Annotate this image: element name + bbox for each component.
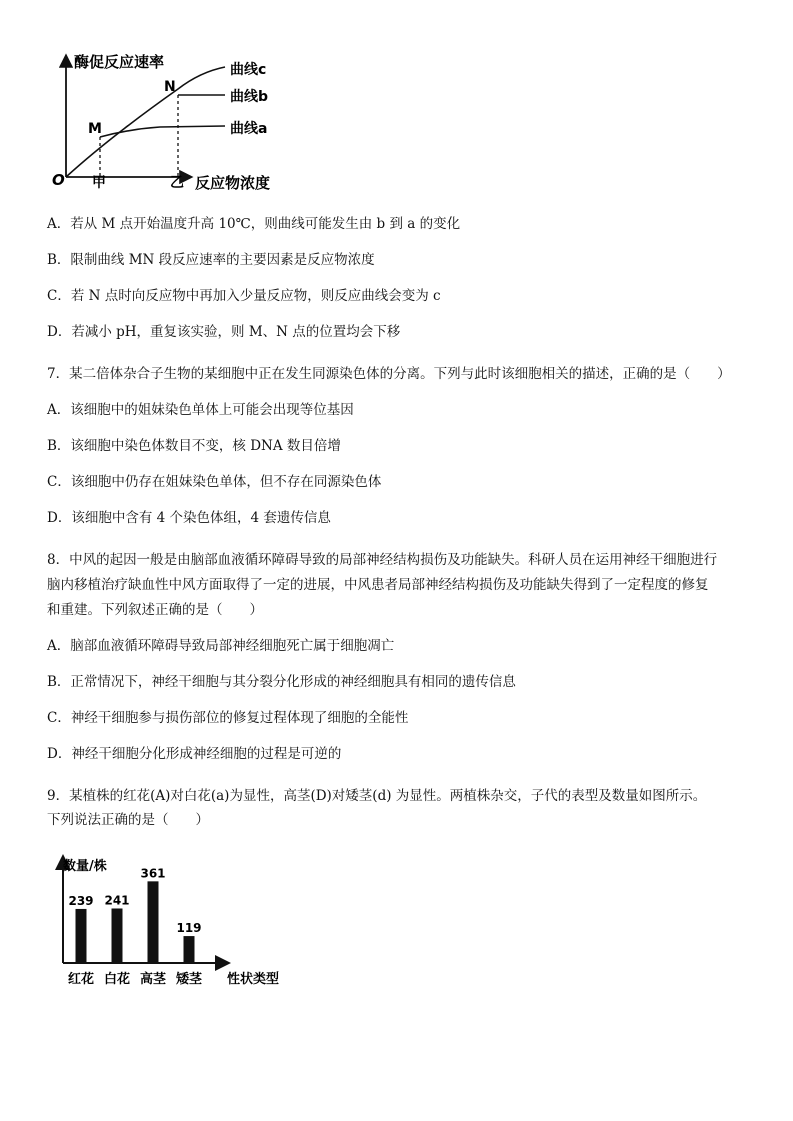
curve-b-label: 曲线b (230, 89, 269, 105)
curve-a-label: 曲线a (230, 121, 268, 137)
bar-2 (148, 881, 159, 963)
category-label: 高茎 (139, 972, 167, 987)
q8-stem-line-3: 和重建。下列叙述正确的是（ ） (47, 602, 263, 618)
q6-option-b: B．限制曲线 MN 段反应速率的主要因素是反应物浓度 (47, 252, 375, 268)
figure1-ylabel: 酶促反应速率 (74, 53, 165, 71)
q8-option-c: C．神经干细胞参与损伤部位的修复过程体现了细胞的全能性 (47, 710, 409, 726)
category-label: 白花 (103, 972, 131, 987)
chart-ylabel: 数量/株 (63, 859, 107, 874)
q7-option-c: C．该细胞中仍存在姐妹染色单体，但不存在同源染色体 (47, 474, 382, 490)
q9-stem-line-2: 下列说法正确的是（ ） (47, 812, 209, 828)
q7-option-a: A．该细胞中的姐妹染色单体上可能会出现等位基因 (47, 402, 354, 418)
bar-value-label: 239 (68, 893, 94, 908)
q7-option-b: B．该细胞中染色体数目不变，核 DNA 数目倍增 (47, 438, 341, 454)
tick-yi-label: 乙 (170, 175, 184, 191)
q9-stem-line-1: 9．某植株的红花(A)对白花(a)为显性，高茎(D)对矮茎(d) 为显性。两植株杂交，子代的表型及数量如图所示。 (47, 788, 707, 804)
curve-c-label: 曲线c (230, 62, 267, 78)
q6-option-c: C．若 N 点时向反应物中再加入少量反应物，则反应曲线会变为 c (47, 288, 441, 304)
q8-stem-line-2: 脑内移植治疗缺血性中风方面取得了一定的进展，中风患者局部神经结构损伤及功能缺失得到了一定程度的修复 (47, 577, 709, 593)
bar-value-label: 361 (140, 866, 166, 881)
bar-1 (112, 908, 123, 963)
q8-option-d: D．神经干细胞分化形成神经细胞的过程是可逆的 (47, 746, 342, 762)
phenotype-bar-chart (55, 850, 295, 995)
figure1-xlabel: 反应物浓度 (195, 174, 271, 192)
q7-stem: 7．某二倍体杂合子生物的某细胞中正在发生同源染色体的分离。下列与此时该细胞相关的描述，正确的是（ ） (47, 366, 731, 382)
q6-option-a: A．若从 M 点开始温度升高 10℃，则曲线可能发生由 b 到 a 的变化 (47, 216, 461, 232)
origin-label: O (52, 171, 65, 189)
point-m-label: M (88, 121, 102, 137)
q7-option-d: D．该细胞中含有 4 个染色体组，4 套遗传信息 (47, 510, 331, 526)
chart-xlabel: 性状类型 (227, 972, 280, 987)
tick-jia-label: 甲 (92, 175, 106, 191)
bar-value-label: 119 (176, 921, 202, 936)
category-label: 矮茎 (175, 972, 203, 987)
enzyme-rate-figure (50, 45, 290, 200)
category-label: 红花 (67, 972, 95, 987)
bar-0 (76, 909, 87, 963)
q8-stem-line-1: 8．中风的起因一般是由脑部血液循环障碍导致的局部神经结构损伤及功能缺失。科研人员在运用神经干细胞进行 (47, 552, 718, 568)
bar-value-label: 241 (104, 893, 130, 908)
q6-option-d: D．若减小 pH，重复该实验，则 M、N 点的位置均会下移 (47, 324, 401, 340)
curve-a-line (100, 126, 225, 137)
q8-option-a: A．脑部血液循环障碍导致局部神经细胞死亡属于细胞凋亡 (47, 638, 395, 654)
bar-3 (184, 936, 195, 963)
q8-option-b: B．正常情况下，神经干细胞与其分裂分化形成的神经细胞具有相同的遗传信息 (47, 674, 516, 690)
point-n-label: N (164, 79, 176, 95)
